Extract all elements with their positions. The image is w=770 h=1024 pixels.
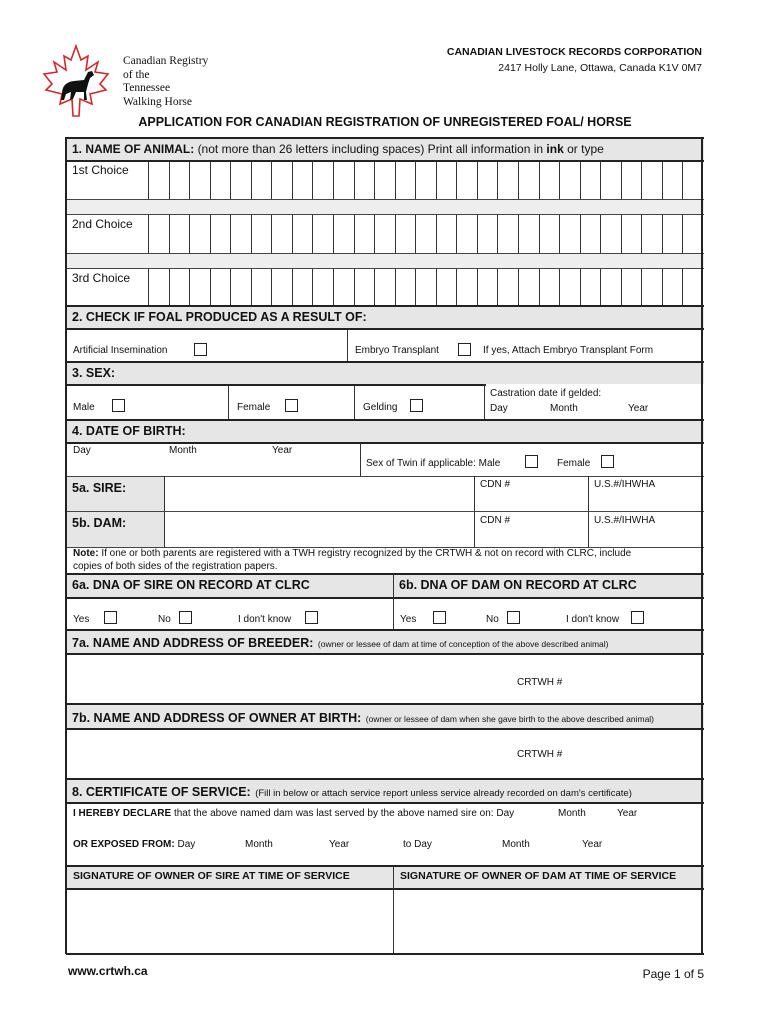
name-letter-box[interactable]	[539, 161, 561, 199]
name-letter-box[interactable]	[251, 269, 273, 307]
dam-label: 5b. DAM:	[72, 516, 127, 530]
row-separator	[66, 199, 704, 215]
sire-dna-yes: Yes	[73, 614, 90, 625]
section3-title: 3. SEX:	[72, 366, 116, 380]
section6b-title: 6b. DNA OF DAM ON RECORD AT CLRC	[399, 578, 637, 592]
name-choice-row	[66, 161, 704, 215]
name-letter-box[interactable]	[395, 215, 417, 253]
name-letter-box[interactable]	[148, 269, 170, 307]
name-letter-box[interactable]	[312, 161, 334, 199]
section1-title: 1. NAME OF ANIMAL:	[72, 142, 195, 156]
dam-dna-no: No	[486, 614, 499, 625]
sire-us-label: U.S.#/IHWHA	[594, 479, 656, 490]
owner-crtwh-label: CRTWH #	[517, 749, 563, 760]
name-letter-box[interactable]	[415, 215, 437, 253]
name-letter-box[interactable]	[251, 215, 273, 253]
parents-note	[73, 547, 703, 573]
name-letter-box[interactable]	[395, 269, 417, 307]
dam-dna-dont-know-checkbox[interactable]	[631, 611, 644, 624]
name-letter-box[interactable]	[456, 215, 478, 253]
exposed-line	[73, 839, 195, 850]
logo	[40, 44, 112, 118]
castration-year: Year	[628, 403, 649, 414]
note-text: If one or both parents are registered with a TWH registry recognized by the CRTWH & not on record with CLRC, include	[98, 548, 632, 559]
section1-note: (not more than 26 letters including spaces) Print all information in	[197, 142, 544, 156]
name-letter-box[interactable]	[395, 161, 417, 199]
dam-input[interactable]	[165, 512, 474, 546]
name-letter-box[interactable]	[600, 215, 622, 253]
name-letter-box[interactable]	[580, 161, 602, 199]
dob-month: Month	[169, 445, 197, 456]
twin-label: Sex of Twin if applicable: Male	[366, 458, 501, 469]
name-choice-label: 1st Choice	[72, 163, 129, 177]
name-letter-box[interactable]	[559, 269, 581, 307]
breeder-crtwh-label: CRTWH #	[517, 677, 563, 688]
section7b-title-line	[72, 709, 654, 727]
name-letter-box[interactable]	[374, 215, 396, 253]
name-letter-box[interactable]	[148, 215, 170, 253]
note-label: Note:	[73, 548, 99, 559]
name-letter-box[interactable]	[477, 215, 499, 253]
to-year: Year	[582, 839, 603, 850]
dam-dna-yes: Yes	[400, 614, 417, 625]
name-letter-box[interactable]	[518, 161, 540, 199]
name-letter-box[interactable]	[169, 161, 191, 199]
section3-header	[66, 362, 704, 384]
et-checkbox[interactable]	[458, 343, 471, 356]
to-day: to Day	[403, 839, 432, 850]
twin-female-label: Female	[557, 458, 591, 469]
registry-line: Tennessee	[123, 82, 171, 94]
twin-female-checkbox[interactable]	[601, 455, 614, 468]
dam-dna-no-checkbox[interactable]	[507, 611, 520, 624]
name-letter-box[interactable]	[456, 269, 478, 307]
name-letter-box[interactable]	[230, 161, 252, 199]
name-letter-box[interactable]	[477, 161, 499, 199]
declare-year: Year	[617, 808, 638, 819]
name-letter-box[interactable]	[189, 215, 211, 253]
name-letter-box[interactable]	[230, 215, 252, 253]
name-letter-box[interactable]	[600, 161, 622, 199]
sire-dna-dont-know: I don't know	[238, 614, 292, 625]
name-letter-box[interactable]	[436, 269, 458, 307]
declare-line	[73, 808, 514, 819]
name-letter-box[interactable]	[354, 215, 376, 253]
name-letter-box[interactable]	[662, 269, 684, 307]
name-letter-box[interactable]	[518, 215, 540, 253]
name-letter-box[interactable]	[333, 161, 355, 199]
name-letter-box[interactable]	[333, 269, 355, 307]
corp-name: CANADIAN LIVESTOCK RECORDS CORPORATION	[446, 46, 702, 58]
or-type-label: or type	[567, 142, 604, 156]
dam-dna-yes-checkbox[interactable]	[433, 611, 446, 624]
dam-cdn-label: CDN #	[480, 515, 511, 526]
section2-title: 2. CHECK IF FOAL PRODUCED AS A RESULT OF:	[72, 310, 367, 324]
sig-dam-input[interactable]	[395, 889, 703, 953]
to-month: Month	[502, 839, 530, 850]
castration-month: Month	[550, 403, 578, 414]
name-letter-box[interactable]	[312, 269, 334, 307]
section7a-title: 7a. NAME AND ADDRESS OF BREEDER:	[72, 636, 314, 650]
name-letter-box[interactable]	[354, 269, 376, 307]
exposed-year: Year	[329, 839, 350, 850]
name-letter-box[interactable]	[436, 161, 458, 199]
name-letter-box[interactable]	[497, 269, 519, 307]
registry-line: of the	[123, 68, 150, 81]
section8-title: 8. CERTIFICATE OF SERVICE:	[72, 785, 251, 799]
name-letter-box[interactable]	[621, 269, 643, 307]
sire-cdn-label: CDN #	[480, 479, 511, 490]
name-letter-box[interactable]	[189, 269, 211, 307]
name-letter-box[interactable]	[230, 269, 252, 307]
male-checkbox[interactable]	[112, 399, 125, 412]
name-letter-box[interactable]	[210, 269, 232, 307]
female-checkbox[interactable]	[285, 399, 298, 412]
breeder-input[interactable]	[67, 654, 703, 702]
twin-male-checkbox[interactable]	[525, 455, 538, 468]
form-title: APPLICATION FOR CANADIAN REGISTRATION OF UNREGISTERED FOAL/ HORSE	[138, 115, 632, 129]
name-letter-box[interactable]	[621, 215, 643, 253]
sig-sire-label: SIGNATURE OF OWNER OF SIRE AT TIME OF SERVICE	[73, 870, 350, 882]
sire-dna-no-checkbox[interactable]	[179, 611, 192, 624]
declare-month: Month	[558, 808, 586, 819]
section7a-title-line	[72, 634, 609, 652]
name-letter-box[interactable]	[210, 161, 232, 199]
gelding-label: Gelding	[363, 402, 398, 413]
name-letter-box[interactable]	[497, 215, 519, 253]
name-choice-label: 3rd Choice	[72, 271, 131, 285]
name-letter-box[interactable]	[539, 215, 561, 253]
section7b-title: 7b. NAME AND ADDRESS OF OWNER AT BIRTH:	[72, 711, 362, 725]
gelding-checkbox[interactable]	[410, 399, 423, 412]
section6a-title: 6a. DNA OF SIRE ON RECORD AT CLRC	[72, 578, 310, 592]
name-letter-box[interactable]	[169, 269, 191, 307]
sire-input[interactable]	[165, 477, 474, 511]
dam-us-label: U.S.#/IHWHA	[594, 515, 656, 526]
name-letter-box[interactable]	[641, 215, 663, 253]
sire-dna-yes-checkbox[interactable]	[104, 611, 117, 624]
registry-name	[123, 55, 208, 109]
section4-title: 4. DATE OF BIRTH:	[72, 424, 186, 438]
name-letter-box[interactable]	[682, 215, 704, 253]
name-letter-box[interactable]	[271, 269, 293, 307]
name-letter-box[interactable]	[600, 269, 622, 307]
registry-line: Canadian Registry	[123, 55, 209, 67]
ai-checkbox[interactable]	[194, 343, 207, 356]
name-letter-box[interactable]	[251, 161, 273, 199]
female-label: Female	[237, 402, 271, 413]
sire-dna-no: No	[158, 614, 171, 625]
name-letter-box[interactable]	[374, 161, 396, 199]
name-letter-box[interactable]	[641, 161, 663, 199]
name-letter-box[interactable]	[641, 269, 663, 307]
section8-note: (Fill in below or attach service report unless service already recorded on dam's certificate)	[255, 788, 632, 799]
name-letter-box[interactable]	[148, 161, 170, 199]
name-letter-box[interactable]	[292, 269, 314, 307]
name-letter-box[interactable]	[559, 215, 581, 253]
name-letter-box[interactable]	[292, 161, 314, 199]
declare-text: that the above named dam was last served by the above named sire on: Day	[171, 808, 515, 819]
name-letter-box[interactable]	[662, 215, 684, 253]
name-letter-box[interactable]	[271, 161, 293, 199]
name-letter-box[interactable]	[580, 269, 602, 307]
registry-line: Walking Horse	[123, 95, 193, 108]
dob-day: Day	[73, 445, 91, 456]
exposed-label: OR EXPOSED FROM:	[73, 839, 175, 850]
footer-website[interactable]: www.crtwh.ca	[68, 964, 148, 978]
male-label: Male	[73, 402, 95, 413]
et-label: Embryo Transplant	[355, 345, 439, 356]
owner-input[interactable]	[67, 729, 703, 777]
ink-label: ink	[546, 142, 564, 156]
name-letter-box[interactable]	[580, 215, 602, 253]
name-letter-box[interactable]	[456, 161, 478, 199]
sig-sire-input[interactable]	[67, 889, 392, 953]
name-letter-box[interactable]	[271, 215, 293, 253]
name-letter-box[interactable]	[415, 161, 437, 199]
name-letter-box[interactable]	[292, 215, 314, 253]
name-letter-box[interactable]	[169, 215, 191, 253]
name-letter-box[interactable]	[682, 269, 704, 307]
name-choice-label: 2nd Choice	[72, 217, 133, 231]
sig-dam-label: SIGNATURE OF OWNER OF DAM AT TIME OF SERVICE	[400, 870, 677, 882]
name-letter-box[interactable]	[333, 215, 355, 253]
exposed-day: Day	[177, 839, 196, 850]
name-letter-box[interactable]	[415, 269, 437, 307]
name-choice-row	[66, 215, 704, 269]
name-letter-box[interactable]	[210, 215, 232, 253]
name-letter-box[interactable]	[497, 161, 519, 199]
sire-label: 5a. SIRE:	[72, 481, 127, 495]
name-letter-box[interactable]	[621, 161, 643, 199]
castration-day: Day	[490, 403, 508, 414]
section1-title-line	[72, 142, 604, 156]
section8-title-line	[72, 783, 632, 801]
name-letter-box[interactable]	[559, 161, 581, 199]
ai-label: Artificial Insemination	[73, 345, 168, 356]
name-letter-box[interactable]	[374, 269, 396, 307]
section7b-note: (owner or lessee of dam when she gave birth to the above described animal)	[365, 714, 655, 724]
section7a-note: (owner or lessee of dam at time of conception of the above described animal)	[317, 639, 609, 649]
corp-address: 2417 Holly Lane, Ottawa, Canada K1V 0M7	[498, 62, 702, 74]
name-letter-box[interactable]	[518, 269, 540, 307]
exposed-month: Month	[245, 839, 273, 850]
row-separator	[66, 253, 704, 269]
name-letter-box[interactable]	[312, 215, 334, 253]
name-letter-box[interactable]	[662, 161, 684, 199]
name-letter-box[interactable]	[477, 269, 499, 307]
name-letter-box[interactable]	[436, 215, 458, 253]
et-note: If yes, Attach Embryo Transplant Form	[483, 345, 654, 356]
dam-dna-dont-know: I don't know	[566, 614, 620, 625]
declare-bold: I HEREBY DECLARE	[73, 808, 172, 819]
note-text-2: copies of both sides of the registration papers.	[73, 561, 278, 572]
dob-year: Year	[272, 445, 293, 456]
footer-page: Page 1 of 5	[642, 967, 704, 981]
name-letter-box[interactable]	[539, 269, 561, 307]
name-letter-box[interactable]	[189, 161, 211, 199]
name-letter-box[interactable]	[682, 161, 704, 199]
name-letter-box[interactable]	[354, 161, 376, 199]
castration-label: Castration date if gelded:	[490, 388, 602, 399]
sire-dna-dont-know-checkbox[interactable]	[305, 611, 318, 624]
